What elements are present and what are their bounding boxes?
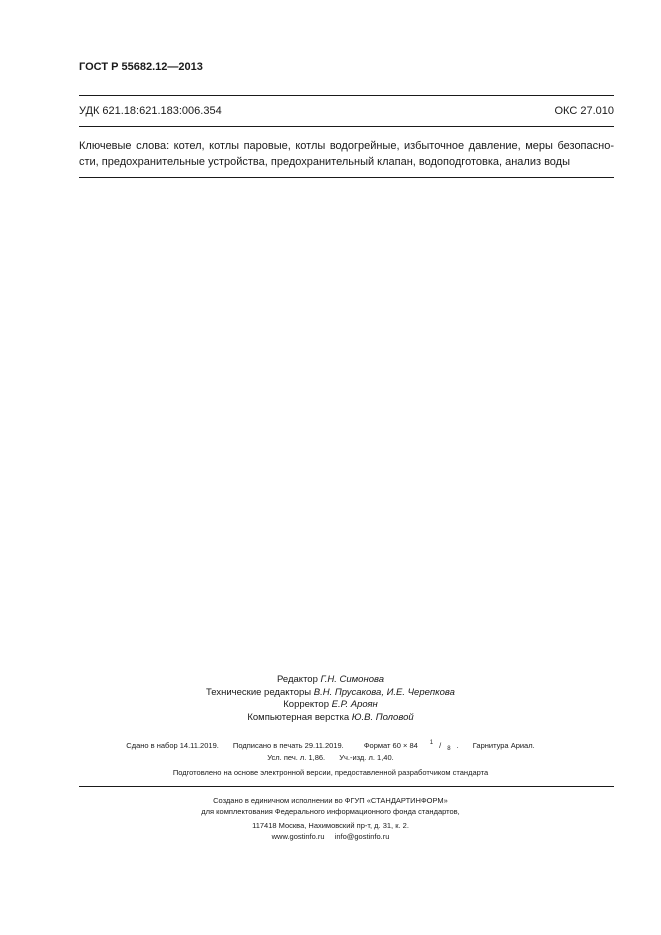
document-id: ГОСТ Р 55682.12—2013 <box>79 61 203 73</box>
keywords-divider <box>79 177 614 178</box>
prepared-note: Подготовлено на основе электронной версии, предоставленной разработчиком стандарта <box>172 768 489 777</box>
footer-contacts <box>100 831 561 842</box>
format-denominator: 8 <box>447 746 451 752</box>
website-link[interactable]: www.gostinfo.ru <box>271 832 325 841</box>
credits-block <box>100 674 561 724</box>
keywords-block <box>79 139 614 170</box>
footer-line-2: для комплектования Федерального информационного фонда стандартов, <box>201 807 460 816</box>
editor-line <box>100 674 561 687</box>
printed-sheets: Усл. печ. л. 1,86. <box>267 753 326 762</box>
footer-line-1: Создано в единичном исполнении во ФГУП «СТАНДАРТИНФОРМ» <box>213 796 448 805</box>
keywords-line-2: сти, предохранительные устройства, предохранительный клапан, водоподготовка, анализ воды <box>79 155 570 168</box>
tech-editors-label: Технические редакторы <box>206 686 312 698</box>
publisher-sheets: Уч.-изд. л. 1,40. <box>339 753 394 762</box>
corrector-name: Е.Р. Ароян <box>331 699 378 710</box>
layout-label: Компьютерная верстка <box>247 711 350 723</box>
tech-editors-names: В.Н. Прусакова, И.Е. Черепкова <box>313 686 455 698</box>
top-divider <box>79 95 614 96</box>
udk-code: УДК 621.18:621.183:006.354 <box>79 105 222 117</box>
corrector-line <box>100 699 561 712</box>
email-link[interactable]: info@gostinfo.ru <box>334 832 390 841</box>
layout-name: Ю.В. Половой <box>351 711 414 723</box>
editor-name: Г.Н. Симонова <box>320 674 385 685</box>
format-prefix: Формат 60 × 84 <box>363 740 418 750</box>
print-info-line-2 <box>100 753 561 762</box>
submitted-date: Сдано в набор 14.11.2019. <box>126 740 219 750</box>
print-info-line-1 <box>100 740 561 752</box>
layout-line <box>100 712 561 725</box>
typeface: Гарнитура Ариал. <box>472 740 535 750</box>
corrector-label: Корректор <box>283 699 329 710</box>
keywords-line-1: Ключевые слова: котел, котлы паровые, котлы водогрейные, избыточное давление, меры безопасно- <box>79 140 614 152</box>
footer-line-3: 117418 Москва, Нахимовский пр-т, д. 31, к. 2. <box>252 821 409 830</box>
format-numerator: 1 <box>429 740 434 746</box>
publisher-footer <box>100 795 561 842</box>
footer-divider <box>79 786 614 787</box>
editor-label: Редактор <box>276 674 318 685</box>
tech-editors-line <box>100 687 561 700</box>
paper-format: Формат 60 × 84 $^1$ / $_8$ . <box>363 740 459 752</box>
signed-date: Подписано в печать 29.11.2019. <box>232 740 344 750</box>
oks-code: ОКС 27.010 <box>554 105 614 117</box>
classification-divider <box>79 126 614 127</box>
